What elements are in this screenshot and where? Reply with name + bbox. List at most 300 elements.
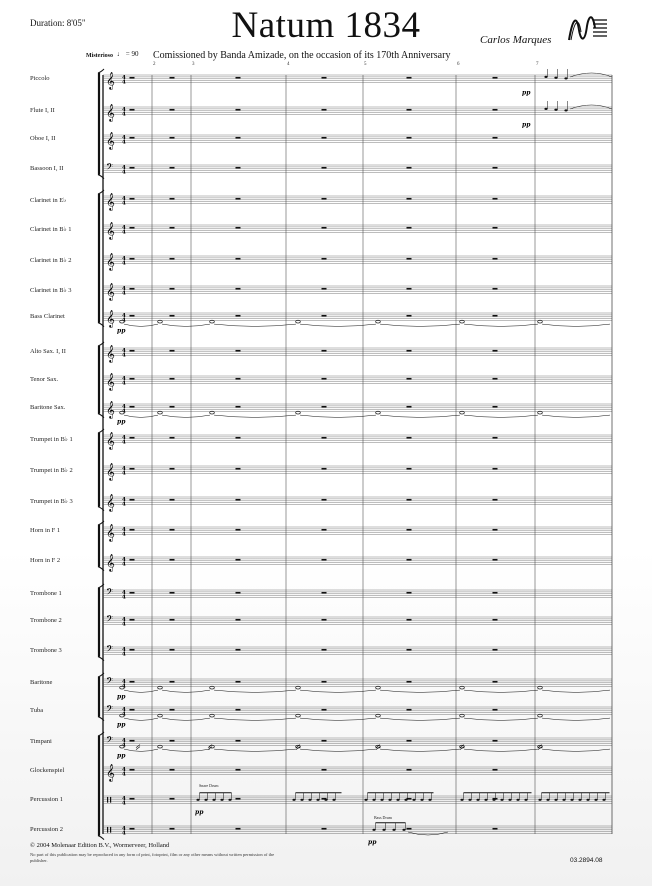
note-head (538, 799, 541, 801)
whole-rest (493, 109, 498, 111)
whole-rest (407, 649, 412, 651)
whole-rest (130, 437, 135, 439)
tie (124, 690, 158, 692)
whole-rest (322, 315, 327, 317)
whole-rest (236, 378, 241, 380)
whole-rest (322, 109, 327, 111)
staff (103, 432, 612, 450)
tie (300, 324, 376, 326)
time-signature-top: 4 (122, 526, 126, 533)
dynamic-marking: pp (522, 89, 531, 97)
time-signature-bottom: 4 (122, 79, 126, 86)
measure-number: 5 (364, 62, 367, 67)
time-signature-bottom: 4 (122, 771, 126, 778)
whole-rest (322, 198, 327, 200)
whole-rest (236, 198, 241, 200)
whole-rest (130, 828, 135, 830)
time-signature-top: 4 (122, 312, 126, 319)
whole-rest (407, 769, 412, 771)
tremolo-mark (136, 745, 140, 750)
note-head (554, 109, 557, 111)
staff (103, 614, 612, 628)
whole-rest (130, 559, 135, 561)
whole-rest (130, 798, 135, 800)
bass-clef-icon: 𝄢 (106, 643, 114, 657)
staff (103, 345, 612, 363)
instrument-label: Tuba (30, 706, 44, 714)
whole-rest (236, 258, 241, 260)
note-head (372, 799, 375, 801)
instrument-label: Alto Sax. I, II (30, 347, 66, 355)
staff (103, 401, 612, 419)
instrument-label: Percussion 1 (30, 795, 64, 803)
whole-rest (407, 559, 412, 561)
instrument-label: Flute I, II (30, 106, 55, 114)
instrument-label: Horn in F 1 (30, 526, 61, 534)
instrument-label: Trumpet in B♭ 3 (30, 497, 73, 505)
dynamic-marking: pp (117, 721, 126, 729)
tie (162, 324, 210, 326)
note-head (594, 799, 597, 801)
whole-rest (130, 406, 135, 408)
tie (380, 415, 460, 417)
tie (542, 749, 610, 751)
whole-rest (236, 649, 241, 651)
staff (103, 524, 612, 542)
whole-rest (322, 619, 327, 621)
whole-rest (130, 468, 135, 470)
time-signature-bottom: 4 (122, 800, 126, 807)
whole-rest (170, 198, 175, 200)
whole-rest (170, 529, 175, 531)
whole-rest (170, 227, 175, 229)
tie (300, 415, 376, 417)
treble-clef-icon: 𝄞 (106, 103, 115, 122)
tie (162, 415, 210, 417)
whole-rest (130, 769, 135, 771)
whole-rest (493, 350, 498, 352)
snare-drum-label: Snare Drum (199, 783, 219, 788)
tie (214, 415, 296, 417)
whole-rest (407, 198, 412, 200)
treble-clef-icon: 𝄞 (106, 71, 115, 90)
note-head (396, 799, 399, 801)
instrument-label: Trumpet in B♭ 1 (30, 435, 73, 443)
tie (300, 718, 376, 720)
percussion-clef-icon (110, 827, 111, 833)
whole-rest (493, 559, 498, 561)
note-head (554, 77, 557, 79)
instrument-label: Bassoon I, II (30, 164, 64, 172)
whole-rest (322, 709, 327, 711)
whole-rest (493, 315, 498, 317)
note-head (428, 799, 431, 801)
whole-rest (407, 406, 412, 408)
whole-rest (322, 77, 327, 79)
instrument-label: Clarinet in B♭ 3 (30, 286, 72, 294)
note-head (524, 799, 527, 801)
instrument-label: Horn in F 2 (30, 556, 61, 564)
percussion-clef-icon (107, 827, 108, 833)
whole-rest (407, 437, 412, 439)
whole-rest (170, 559, 175, 561)
note-head (388, 799, 391, 801)
tie (124, 415, 158, 417)
treble-clef-icon: 𝄞 (106, 763, 115, 782)
whole-rest (236, 227, 241, 229)
staff (103, 494, 612, 512)
time-signature-bottom: 4 (122, 711, 126, 718)
time-signature-top: 4 (122, 224, 126, 231)
staff (103, 72, 612, 90)
whole-rest (407, 227, 412, 229)
whole-rest (322, 378, 327, 380)
time-signature-bottom: 4 (122, 683, 126, 690)
whole-rest (407, 137, 412, 139)
whole-rest (130, 649, 135, 651)
time-signature-bottom: 4 (122, 317, 126, 324)
time-signature-top: 4 (122, 465, 126, 472)
whole-rest (170, 681, 175, 683)
whole-rest (170, 828, 175, 830)
whole-rest (322, 137, 327, 139)
whole-rest (407, 592, 412, 594)
whole-rest (236, 406, 241, 408)
whole-rest (236, 137, 241, 139)
treble-clef-icon: 𝄞 (106, 221, 115, 240)
instrument-label: Tenor Sax. (30, 375, 59, 383)
note-head (492, 799, 495, 801)
whole-rest (407, 828, 412, 830)
time-signature-bottom: 4 (122, 352, 126, 359)
whole-rest (407, 468, 412, 470)
time-signature-top: 4 (122, 403, 126, 410)
note-head (544, 108, 547, 110)
tie (162, 718, 210, 720)
treble-clef-icon: 𝄞 (106, 523, 115, 542)
note-head (212, 799, 215, 801)
bass-clef-icon: 𝄢 (106, 675, 114, 689)
note-head (308, 799, 311, 801)
instrument-label: Trombone 3 (30, 646, 62, 654)
staff (103, 463, 612, 481)
dynamic-marking: pp (117, 327, 126, 335)
whole-rest (170, 378, 175, 380)
whole-rest (322, 499, 327, 501)
whole-rest (130, 167, 135, 169)
note-head (316, 799, 319, 801)
whole-rest (170, 468, 175, 470)
whole-rest (236, 288, 241, 290)
whole-rest (130, 709, 135, 711)
whole-rest (170, 740, 175, 742)
staff (103, 222, 612, 240)
whole-rest (407, 77, 412, 79)
note-head (380, 799, 383, 801)
whole-rest (322, 468, 327, 470)
whole-rest (236, 740, 241, 742)
tie (214, 718, 296, 720)
treble-clef-icon: 𝄞 (106, 252, 115, 271)
note-head (578, 799, 581, 801)
bass-clef-icon: 𝄢 (106, 734, 114, 748)
instrument-label: Clarinet in B♭ 1 (30, 225, 72, 233)
note-head (468, 799, 471, 801)
whole-rest (236, 619, 241, 621)
dynamic-marking: pp (117, 752, 126, 760)
instrument-label: Oboe I, II (30, 134, 56, 142)
bass-drum-label: Bass Drum (374, 815, 392, 820)
note-head (570, 799, 573, 801)
staff (103, 735, 612, 749)
time-signature-top: 4 (122, 134, 126, 141)
whole-rest (130, 592, 135, 594)
time-signature-bottom: 4 (122, 139, 126, 146)
whole-rest (322, 288, 327, 290)
time-signature-bottom: 4 (122, 651, 126, 658)
staff (103, 554, 612, 572)
whole-rest (322, 350, 327, 352)
instrument-label: Baritone Sax. (30, 403, 66, 411)
time-signature-bottom: 4 (122, 742, 126, 749)
time-signature-top: 4 (122, 678, 126, 685)
bass-clef-icon: 𝄢 (106, 161, 114, 175)
whole-rest (130, 350, 135, 352)
tie (380, 324, 460, 326)
whole-rest (236, 109, 241, 111)
note-head (392, 829, 395, 831)
dynamic-marking: pp (522, 121, 531, 129)
staff (103, 132, 612, 150)
note-head (516, 799, 519, 801)
instrument-label: Timpani (30, 737, 52, 745)
time-signature-top: 4 (122, 496, 126, 503)
whole-rest (493, 198, 498, 200)
note-head (564, 109, 567, 111)
whole-rest (407, 378, 412, 380)
note-head (420, 799, 423, 801)
whole-rest (407, 167, 412, 169)
whole-rest (322, 592, 327, 594)
staff (103, 162, 612, 176)
time-signature-top: 4 (122, 646, 126, 653)
note-head (544, 76, 547, 78)
group-bracket-hook (98, 69, 104, 73)
time-signature-top: 4 (122, 766, 126, 773)
staff (103, 644, 612, 658)
whole-rest (130, 198, 135, 200)
whole-rest (170, 649, 175, 651)
tie (380, 690, 460, 692)
time-signature-bottom: 4 (122, 830, 126, 837)
whole-rest (322, 649, 327, 651)
note-head (546, 799, 549, 801)
whole-rest (407, 315, 412, 317)
dynamic-marking: pp (368, 838, 377, 846)
time-signature-top: 4 (122, 347, 126, 354)
tie (380, 718, 460, 720)
staff (103, 104, 612, 122)
whole-rest (236, 681, 241, 683)
time-signature-bottom: 4 (122, 111, 126, 118)
whole-rest (236, 592, 241, 594)
whole-rest (407, 681, 412, 683)
treble-clef-icon: 𝄞 (106, 462, 115, 481)
time-signature-top: 4 (122, 164, 126, 171)
publisher-logo-icon (567, 12, 609, 49)
whole-rest (493, 227, 498, 229)
staff (103, 704, 612, 718)
whole-rest (322, 437, 327, 439)
bass-clef-icon: 𝄢 (106, 703, 114, 717)
instrument-label: Clarinet in E♭ (30, 196, 67, 204)
time-signature-top: 4 (122, 616, 126, 623)
whole-rest (170, 709, 175, 711)
tie (300, 749, 376, 751)
whole-rest (130, 288, 135, 290)
time-signature-bottom: 4 (122, 439, 126, 446)
tie (300, 690, 376, 692)
whole-rest (130, 681, 135, 683)
tie (124, 324, 158, 326)
staff (103, 253, 612, 271)
whole-rest (493, 828, 498, 830)
time-signature-bottom: 4 (122, 169, 126, 176)
measure-number: 7 (536, 62, 539, 67)
whole-rest (130, 77, 135, 79)
time-signature-bottom: 4 (122, 594, 126, 601)
time-signature-bottom: 4 (122, 229, 126, 236)
whole-rest (493, 499, 498, 501)
staff (103, 764, 612, 782)
instrument-label: Bass Clarinet (30, 312, 65, 320)
treble-clef-icon: 𝄞 (106, 282, 115, 301)
whole-rest (236, 350, 241, 352)
note-head (364, 799, 367, 801)
whole-rest (493, 649, 498, 651)
staff (103, 373, 612, 391)
time-signature-top: 4 (122, 255, 126, 262)
tie (464, 415, 538, 417)
whole-rest (493, 137, 498, 139)
time-signature-top: 4 (122, 737, 126, 744)
whole-rest (407, 709, 412, 711)
time-signature-bottom: 4 (122, 260, 126, 267)
whole-rest (170, 77, 175, 79)
whole-rest (236, 769, 241, 771)
staff (103, 796, 612, 807)
dedication-text: Comissioned by Banda Amizade, on the occasion of its 170th Anniversary (153, 50, 451, 61)
instrument-label: Baritone (30, 678, 53, 686)
note-head (402, 829, 405, 831)
staff (103, 193, 612, 211)
whole-rest (322, 227, 327, 229)
whole-rest (236, 828, 241, 830)
percussion-clef-icon (107, 797, 108, 803)
whole-rest (493, 709, 498, 711)
whole-rest (322, 559, 327, 561)
tie (464, 324, 538, 326)
note-head (412, 799, 415, 801)
dynamic-marking: pp (117, 693, 126, 701)
percussion-clef-icon (110, 797, 111, 803)
whole-rest (407, 529, 412, 531)
note-head (196, 799, 199, 801)
treble-clef-icon: 𝄞 (106, 309, 115, 328)
whole-rest (493, 378, 498, 380)
whole-rest (170, 167, 175, 169)
time-signature-bottom: 4 (122, 470, 126, 477)
treble-clef-icon: 𝄞 (106, 131, 115, 150)
whole-rest (322, 681, 327, 683)
whole-rest (407, 499, 412, 501)
whole-rest (236, 167, 241, 169)
staff (103, 310, 612, 328)
whole-rest (407, 288, 412, 290)
whole-rest (493, 529, 498, 531)
whole-rest (170, 350, 175, 352)
note-head (562, 799, 565, 801)
whole-rest (322, 740, 327, 742)
treble-clef-icon: 𝄞 (106, 493, 115, 512)
time-signature-top: 4 (122, 106, 126, 113)
time-signature-top: 4 (122, 375, 126, 382)
whole-rest (236, 315, 241, 317)
bass-clef-icon: 𝄢 (106, 613, 114, 627)
time-signature-top: 4 (122, 706, 126, 713)
whole-rest (170, 315, 175, 317)
catalog-number: 03.2894.08 (570, 857, 603, 864)
whole-rest (170, 109, 175, 111)
whole-rest (407, 258, 412, 260)
note-head (292, 799, 295, 801)
whole-rest (170, 437, 175, 439)
instrument-label: Percussion 2 (30, 825, 64, 833)
whole-rest (170, 769, 175, 771)
instrument-label: Trombone 1 (30, 589, 62, 597)
whole-rest (322, 167, 327, 169)
note-head (372, 829, 375, 831)
whole-rest (236, 798, 241, 800)
whole-rest (130, 529, 135, 531)
whole-rest (236, 437, 241, 439)
whole-rest (130, 137, 135, 139)
staff (103, 283, 612, 301)
time-signature-top: 4 (122, 589, 126, 596)
whole-rest (407, 619, 412, 621)
time-signature-bottom: 4 (122, 290, 126, 297)
time-signature-bottom: 4 (122, 380, 126, 387)
tie (162, 690, 210, 692)
note-head (382, 829, 385, 831)
footer-notice: No part of this publication may be reproduced in any form of print, fotoprint, film or any other means without written permission of the publisher. (30, 852, 275, 863)
tempo-text: Misterioso (86, 53, 113, 59)
whole-rest (170, 619, 175, 621)
whole-rest (322, 828, 327, 830)
note-head (228, 799, 231, 801)
whole-rest (170, 137, 175, 139)
note-head (332, 799, 335, 801)
group-bracket-hook (98, 836, 104, 840)
instrument-label: Glockenspiel (30, 766, 65, 774)
tie (464, 690, 538, 692)
note-head (508, 799, 511, 801)
whole-rest (407, 740, 412, 742)
time-signature-bottom: 4 (122, 531, 126, 538)
whole-rest (170, 288, 175, 290)
time-signature-top: 4 (122, 74, 126, 81)
whole-rest (236, 559, 241, 561)
